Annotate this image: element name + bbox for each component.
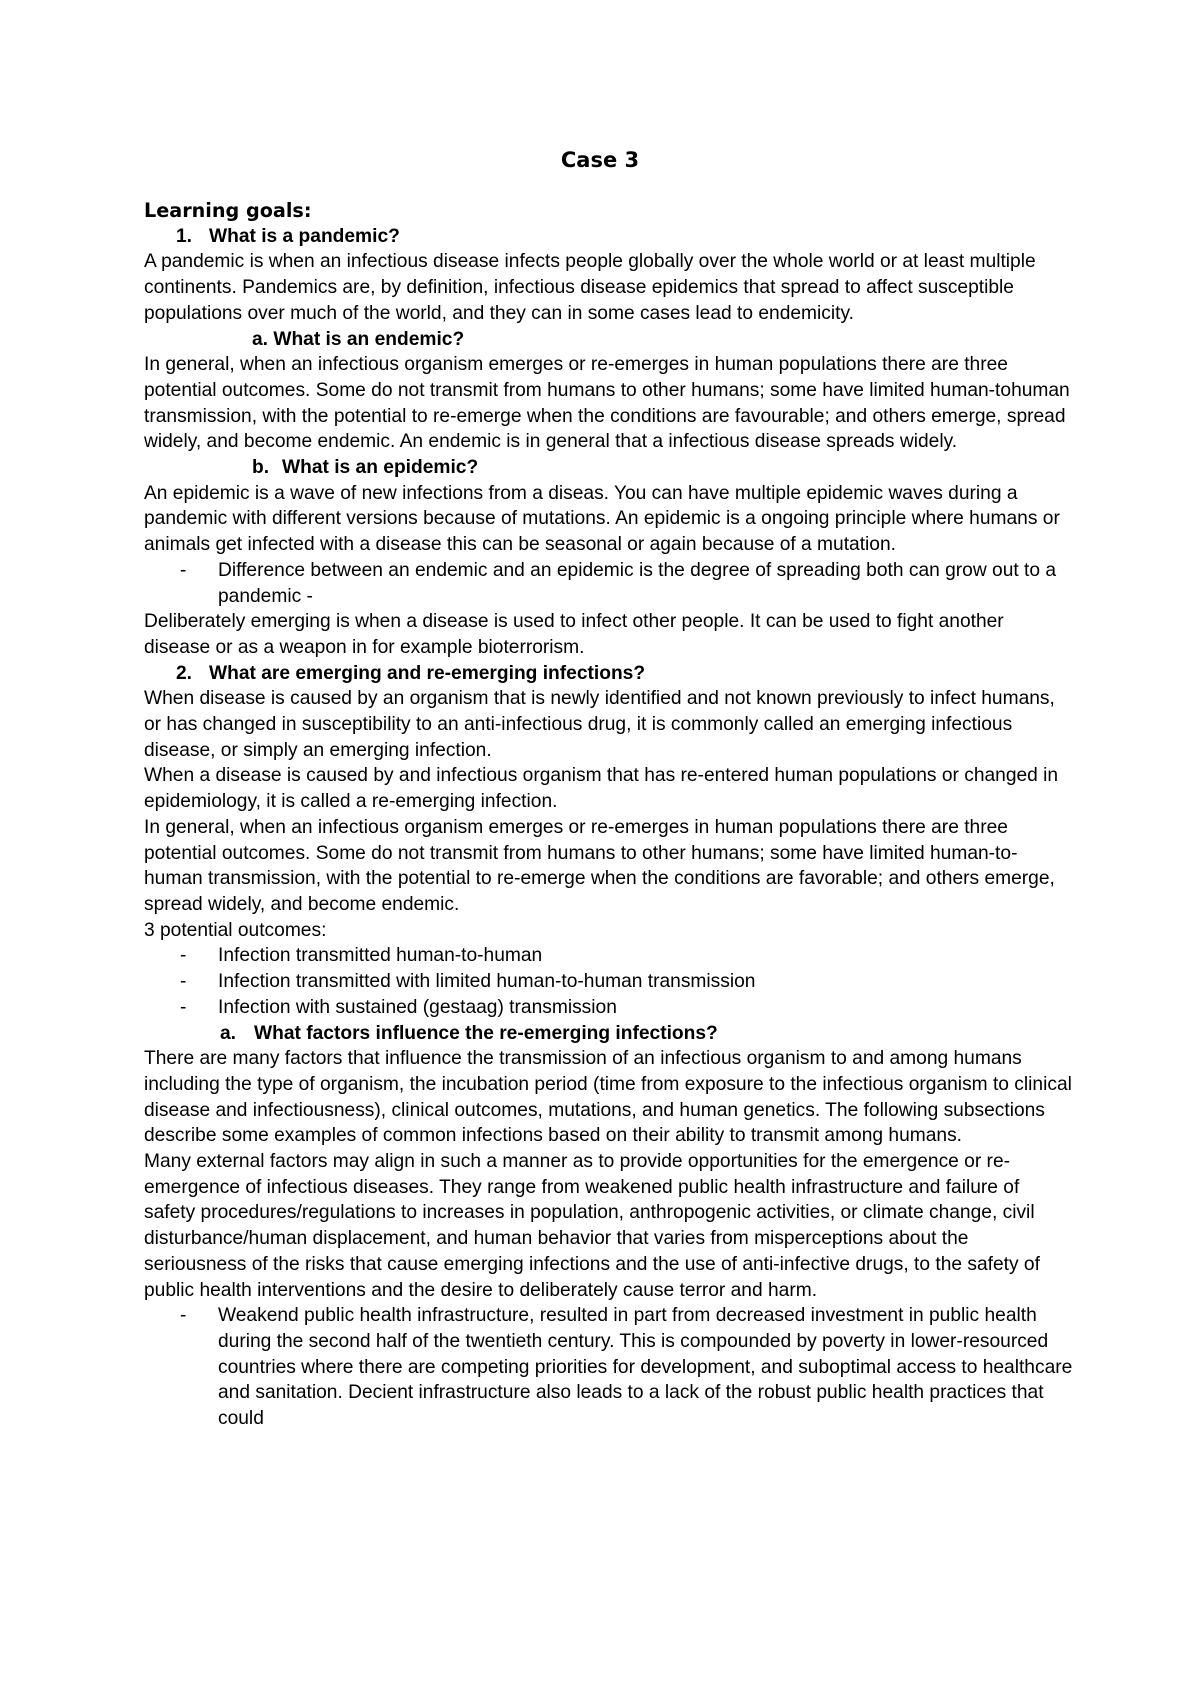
page-title: Case 3	[560, 148, 640, 172]
question-1-heading	[144, 224, 1074, 250]
question-1a-heading: a. What is an endemic?	[252, 328, 465, 350]
paragraph: There are many factors that influence the transmission of an infectious organism to and among humans including the type of organism, the incubation period (time from exposure to the infectious organism to clinical disease and infectiousness), clinical outcomes, mutations, and human genetics. The following subsections describe some examples of common infections based on their ability to transmit among humans.	[144, 1048, 1072, 1147]
bullet-dash: -	[180, 1305, 187, 1327]
document-body	[144, 198, 1074, 1432]
paragraph: When disease is caused by an organism that is newly identified and not known previously to infect humans, or has changed in susceptibility to an anti-infectious drug, it is commonly called an emerging infectious disease, or simply an emerging infection.	[144, 688, 1055, 761]
learning-goals-heading: Learning goals:	[144, 199, 312, 222]
question-text: What are emerging and re-emerging infections?	[209, 662, 646, 684]
question-letter: a.	[220, 1022, 237, 1044]
bullet-item	[144, 995, 1074, 1021]
bullet-text: Infection with sustained (gestaag) transmission	[218, 996, 617, 1018]
bullet-dash: -	[180, 559, 187, 581]
bullet-text: Difference between an endemic and an epidemic is the degree of spreading both can grow out to a pandemic -	[218, 559, 1057, 607]
question-text: What is an epidemic?	[282, 457, 479, 479]
bullet-text: Weakend public health infrastructure, resulted in part from decreased investment in public health during the second half of the twentieth century. This is compounded by poverty in lower-resourced countries where there are competing priorities for development, and suboptimal access to healthcare and sanitation. Decient infrastructure also leads to a lack of the robust public health practices that could	[218, 1305, 1073, 1430]
bullet-item	[144, 969, 1074, 995]
question-2a-heading	[144, 1021, 1074, 1047]
paragraph: An epidemic is a wave of new infections from a diseas. You can have multiple epidemic waves during a pandemic with different versions because of mutations. An epidemic is a ongoing principle where humans or animals get infected with a disease this can be seasonal or again because of a mutation.	[144, 482, 1060, 556]
paragraph: In general, when an infectious organism emerges or re-emerges in human populations there are three potential outcomes. Some do not transmit from humans to other humans; some have limited human-tohuman transmission, with the potential to re-emerge when the conditions are favourable; and others emerge, spread widely, and become endemic. An endemic is in general that a infectious disease spreads widely.	[144, 354, 1070, 453]
bullet-text: Infection transmitted with limited human-to-human transmission	[218, 971, 756, 993]
bullet-text: Infection transmitted human-to-human	[218, 945, 543, 967]
bullet-dash: -	[180, 996, 187, 1018]
paragraph: Many external factors may align in such a manner as to provide opportunities for the emergence or re-emergence of infectious diseases. They range from weakened public health infrastructure and failure of safety procedures/regulations to increases in population, anthropogenic activities, or climate change, civil disturbance/human displacement, and human behavior that varies from misperceptions about the seriousness of the risks that cause emerging infections and the use of anti-infective drugs, to the safety of public health interventions and the desire to deliberately cause terror and harm.	[144, 1151, 1040, 1301]
question-number: 2.	[176, 662, 193, 684]
question-letter: b.	[252, 457, 270, 479]
bullet-item	[144, 1303, 1074, 1432]
paragraph: In general, when an infectious organism emerges or re-emerges in human populations there are three potential outcomes. Some do not transmit from humans to other humans; some have limited human-to-human transmission, with the potential to re-emerge when the conditions are favorable; and others emerge, spread widely, and become endemic.	[144, 816, 1055, 915]
paragraph: Deliberately emerging is when a disease is used to infect other people. It can be used to fight another disease or as a weapon in for example bioterrorism.	[144, 611, 1004, 658]
paragraph: A pandemic is when an infectious disease infects people globally over the whole world or at least multiple continents. Pandemics are, by definition, infectious disease epidemics that spread to affect susceptible populations over much of the world, and they can in some cases lead to endemicity.	[144, 251, 1036, 324]
paragraph: When a disease is caused by and infectious organism that has re-entered human populations or changed in epidemiology, it is called a re-emerging infection.	[144, 765, 1059, 813]
question-number: 1.	[176, 225, 193, 247]
paragraph: 3 potential outcomes:	[144, 919, 327, 941]
question-1b-heading	[144, 455, 1074, 481]
question-2-heading	[144, 661, 1074, 687]
question-text: What is a pandemic?	[209, 225, 400, 247]
bullet-dash: -	[180, 945, 187, 967]
question-text: What factors influence the re-emerging infections?	[254, 1022, 718, 1044]
bullet-item	[144, 943, 1074, 969]
bullet-dash: -	[180, 971, 187, 993]
bullet-item	[144, 558, 1074, 609]
